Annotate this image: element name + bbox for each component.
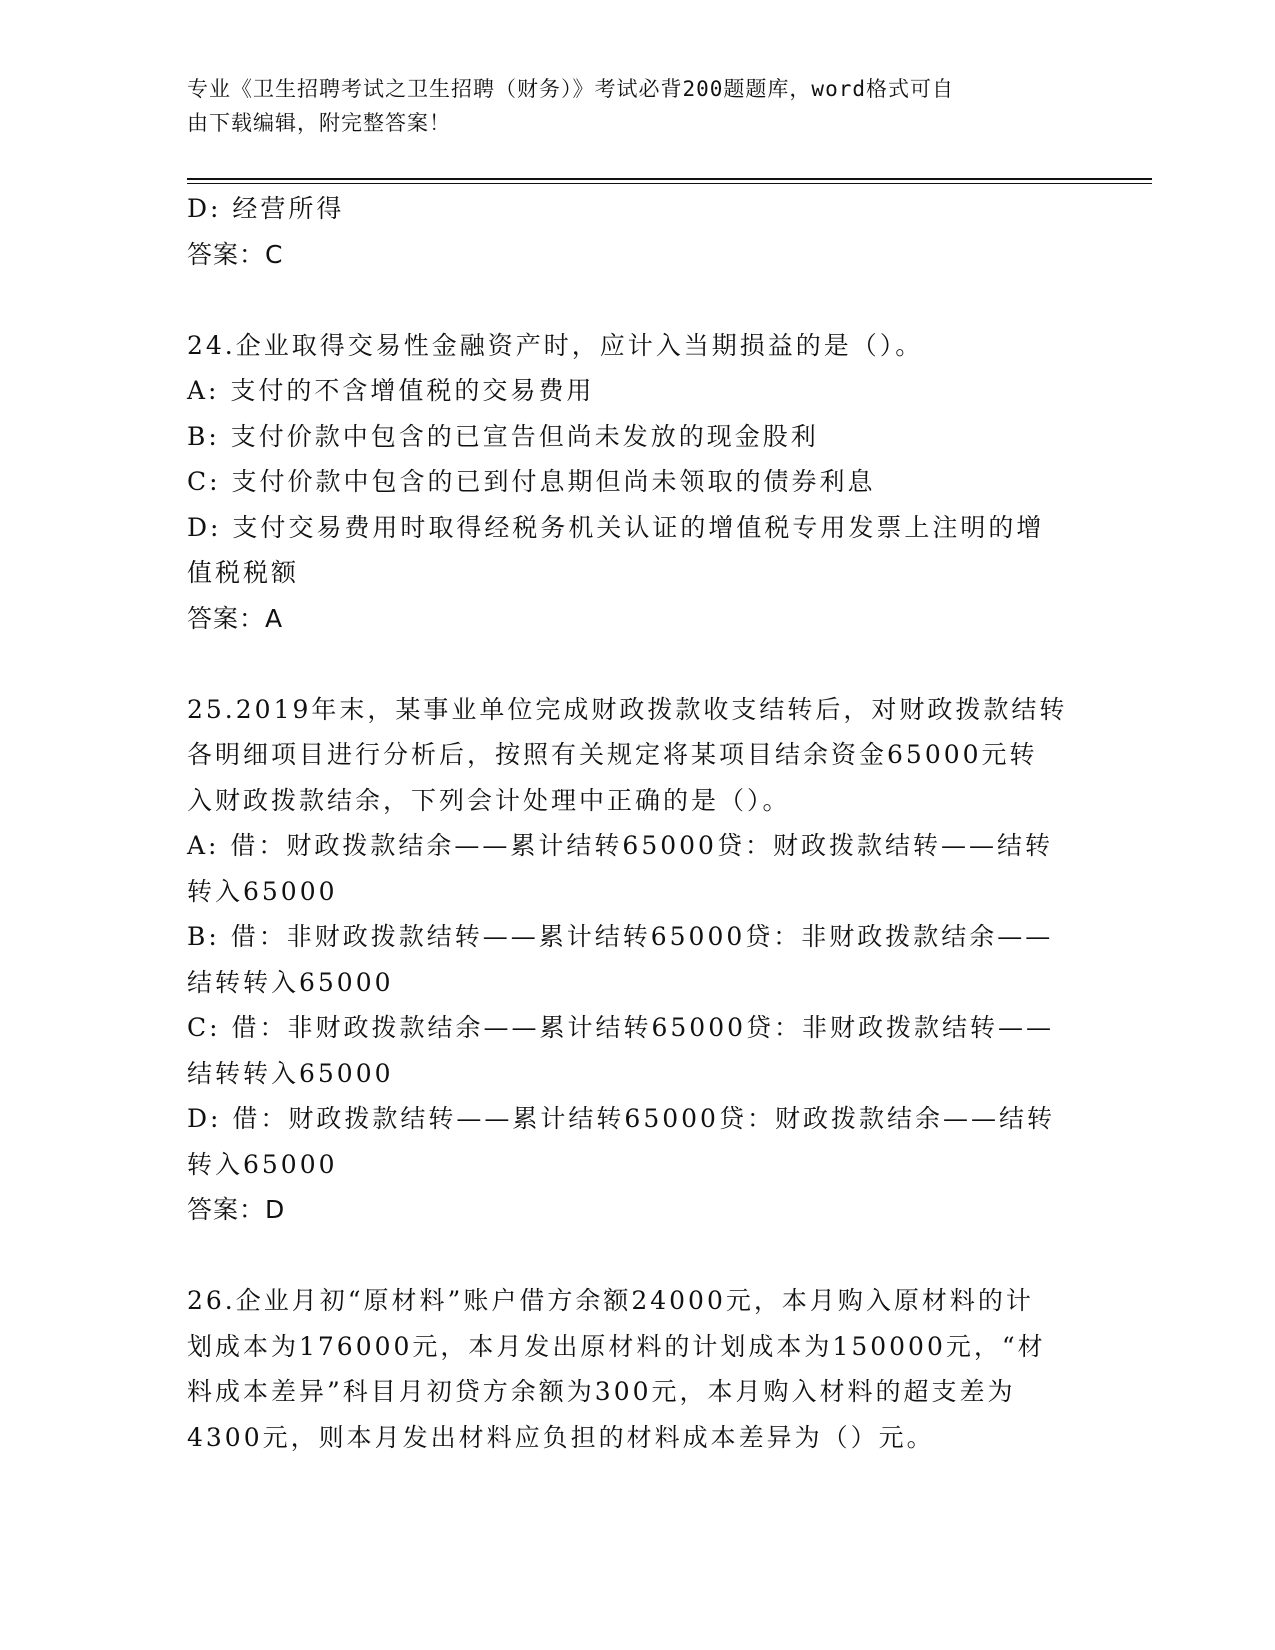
q25-stem-line-3: 入财政拨款结余，下列会计处理中正确的是（）。 (187, 785, 791, 815)
spacer (187, 1233, 1087, 1279)
q26-stem-line-1: 26.企业月初“原材料”账户借方余额24000元，本月购入原材料的计 (187, 1286, 1034, 1315)
q26-stem-line-4: 4300元，则本月发出材料应负担的材料成本差异为（）元。 (187, 1422, 935, 1452)
header-line-1: 专业《卫生招聘考试之卫生招聘（财务）》考试必背200题题库，word格式可自 (187, 77, 954, 101)
q25-option-c-line-2: 结转转入65000 (187, 1058, 394, 1088)
q25-option-d-line-1: D: 借：财政拨款结转——累计结转65000贷：财政拨款结余——结转 (187, 1104, 1055, 1133)
q24-option-b: B: 支付价款中包含的已宣告但尚未发放的现金股利 (187, 421, 819, 451)
question-23-tail (187, 186, 1087, 277)
q25-option-c-line-1: C: 借：非财政拨款结余——累计结转65000贷：非财政拨款结转—— (187, 1013, 1055, 1042)
q26-stem-line-3: 料成本差异”科目月初贷方余额为300元，本月购入材料的超支差为 (187, 1377, 1016, 1406)
q25-option-a-line-1: A: 借：财政拨款结余——累计结转65000贷：财政拨款结转——结转 (187, 831, 1053, 860)
q24-option-d-line-1: D: 支付交易费用时取得经税务机关认证的增值税专用发票上注明的增 (187, 512, 1045, 542)
q25-option-a-line-2: 转入65000 (187, 876, 338, 906)
question-25 (187, 687, 1087, 1233)
header-rule-thick (187, 178, 1152, 180)
question-26 (187, 1278, 1087, 1460)
header-rule-thin (187, 183, 1152, 184)
q26-stem-line-2: 划成本为176000元，本月发出原材料的计划成本为150000元，“材 (187, 1331, 1046, 1361)
page-header (187, 72, 1067, 140)
q25-option-d-line-2: 转入65000 (187, 1149, 338, 1179)
q25-stem-line-2: 各明细项目进行分析后，按照有关规定将某项目结余资金65000元转 (187, 740, 1038, 769)
q25-stem-line-1: 25.2019年末，某事业单位完成财政拨款收支结转后，对财政拨款结转 (187, 694, 1068, 724)
spacer (187, 277, 1087, 323)
header-line-2: 由下载编辑，附完整答案！ (187, 111, 451, 135)
q24-option-d-line-2: 值税税额 (187, 558, 300, 587)
spacer (187, 641, 1087, 687)
q24-option-a: A: 支付的不含增值税的交易费用 (187, 376, 595, 405)
question-24 (187, 323, 1087, 642)
q24-option-c: C: 支付价款中包含的已到付息期但尚未领取的债券利息 (187, 467, 876, 496)
q24-answer: 答案：A (187, 603, 284, 633)
question-content (187, 186, 1087, 1460)
q25-option-b-line-2: 结转转入65000 (187, 967, 394, 997)
q25-answer: 答案：D (187, 1195, 286, 1224)
q23-option-d: D: 经营所得 (187, 194, 345, 223)
q25-option-b-line-1: B: 借：非财政拨款结转——累计结转65000贷：非财政拨款结余—— (187, 922, 1054, 951)
q24-stem: 24.企业取得交易性金融资产时，应计入当期损益的是（）。 (187, 330, 924, 360)
q23-answer: 答案：C (187, 239, 284, 269)
